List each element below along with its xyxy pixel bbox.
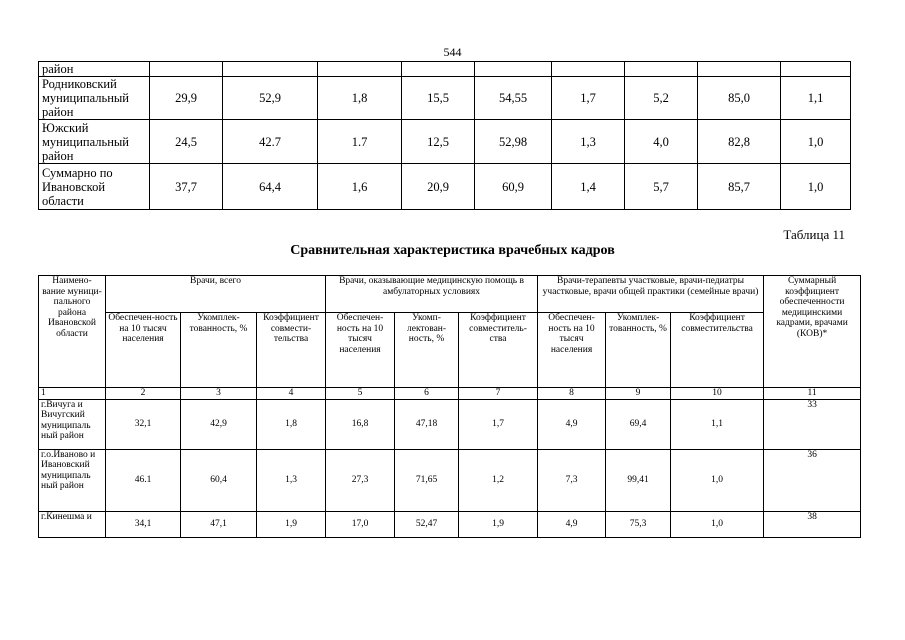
- table-row: [39, 164, 851, 210]
- cell: 54,55: [475, 77, 552, 120]
- table-continuation: [38, 61, 851, 210]
- cell: 1,9: [257, 511, 326, 537]
- header-row: [39, 276, 861, 313]
- cell: 1,0: [671, 511, 764, 537]
- cell: 52,47: [395, 511, 459, 537]
- cell: 1,9: [459, 511, 538, 537]
- cell: 1,4: [552, 164, 625, 210]
- cell: 4,0: [625, 120, 698, 164]
- cell: 4,9: [538, 511, 606, 537]
- region-name: Родниковский муниципальный район: [39, 77, 150, 120]
- col-number: 7: [459, 388, 538, 400]
- cell: 1.7: [318, 120, 402, 164]
- cell: 1,8: [257, 399, 326, 449]
- table-row: [39, 120, 851, 164]
- header-sub: Укомп-лектован-ность, %: [395, 313, 459, 388]
- table-row: [39, 77, 851, 120]
- col-number: 2: [106, 388, 181, 400]
- header-sub: Коэффициент совместитель-ства: [459, 313, 538, 388]
- header-row: [39, 313, 861, 388]
- header-kov: Суммарный коэффициент обеспеченности медицинскими кадрами, врачами (КОВ)*: [764, 276, 861, 388]
- cell: 47,18: [395, 399, 459, 449]
- cell: 29,9: [150, 77, 223, 120]
- cell: 15,5: [402, 77, 475, 120]
- table-row: [39, 62, 851, 77]
- header-sub: Укомплек-тованность, %: [606, 313, 671, 388]
- cell: 1,7: [552, 77, 625, 120]
- region-name: г.Вичуга и Вичугский муниципаль ный район: [39, 399, 106, 449]
- region-name: г.о.Иваново и Ивановский муниципаль ный район: [39, 449, 106, 511]
- cell: 37,7: [150, 164, 223, 210]
- cell: 85,7: [698, 164, 781, 210]
- header-sub: Обеспечен-ность на 10 тысяч населения: [538, 313, 606, 388]
- header-region: Наимено-вание муници-пального района Ивановской области: [39, 276, 106, 388]
- kov-value: 38: [764, 511, 861, 537]
- cell: 1,2: [459, 449, 538, 511]
- cell: 46.1: [106, 449, 181, 511]
- cell: 60,9: [475, 164, 552, 210]
- header-sub: Обеспечен-ность на 10 тысяч населения: [106, 313, 181, 388]
- cell: 64,4: [223, 164, 318, 210]
- cell: 52,98: [475, 120, 552, 164]
- cell: 17,0: [326, 511, 395, 537]
- region-name: г.Кинешма и: [39, 511, 106, 537]
- cell: 24,5: [150, 120, 223, 164]
- header-group-district: Врачи-терапевты участковые, врачи-педиатры участковые, врачи общей практики (семейные врачи): [538, 276, 764, 313]
- kov-value: 33: [764, 399, 861, 449]
- cell: 1,3: [552, 120, 625, 164]
- cell: 5,7: [625, 164, 698, 210]
- kov-value: 36: [764, 449, 861, 511]
- cell: 99,41: [606, 449, 671, 511]
- cell: 1,7: [459, 399, 538, 449]
- cell: 1,3: [257, 449, 326, 511]
- col-number: 8: [538, 388, 606, 400]
- cell: 42,9: [181, 399, 257, 449]
- cell: 82,8: [698, 120, 781, 164]
- cell: 52,9: [223, 77, 318, 120]
- table-row: [39, 449, 861, 511]
- table-title: Сравнительная характеристика врачебных кадров: [290, 243, 615, 258]
- cell: 75,3: [606, 511, 671, 537]
- column-numbers-row: [39, 388, 861, 400]
- cell: 1,8: [318, 77, 402, 120]
- cell: 1,1: [781, 77, 851, 120]
- header-group-outpatient: Врачи, оказывающие медицинскую помощь в амбулаторных условиях: [326, 276, 538, 313]
- col-number: 9: [606, 388, 671, 400]
- cell: 34,1: [106, 511, 181, 537]
- table-number: Таблица 11: [783, 227, 845, 242]
- col-number: 11: [764, 388, 861, 400]
- header-group-all-doctors: Врачи, всего: [106, 276, 326, 313]
- cell: 1,0: [671, 449, 764, 511]
- cell: 47,1: [181, 511, 257, 537]
- header-sub: Обеспечен-ность на 10 тысяч населения: [326, 313, 395, 388]
- region-name: Южский муниципальный район: [39, 120, 150, 164]
- header-sub: Коэффициент совмести-тельства: [257, 313, 326, 388]
- cell: 5,2: [625, 77, 698, 120]
- col-number: 5: [326, 388, 395, 400]
- cell: 69,4: [606, 399, 671, 449]
- cell: 32,1: [106, 399, 181, 449]
- table-physician-staffing: [38, 275, 861, 538]
- cell: 16,8: [326, 399, 395, 449]
- col-number: 6: [395, 388, 459, 400]
- cell: 1,0: [781, 164, 851, 210]
- header-sub: Коэффициент совместительства: [671, 313, 764, 388]
- cell: 27,3: [326, 449, 395, 511]
- cell: 1,0: [781, 120, 851, 164]
- region-name: Суммарно по Ивановской области: [39, 164, 150, 210]
- cell: 20,9: [402, 164, 475, 210]
- cell: 42.7: [223, 120, 318, 164]
- region-name: район: [39, 62, 150, 77]
- cell: 4,9: [538, 399, 606, 449]
- cell: 60,4: [181, 449, 257, 511]
- cell: 71,65: [395, 449, 459, 511]
- col-number: 4: [257, 388, 326, 400]
- cell: 1,6: [318, 164, 402, 210]
- cell: 1,1: [671, 399, 764, 449]
- page-number: 544: [443, 45, 462, 59]
- col-number: 3: [181, 388, 257, 400]
- cell: 12,5: [402, 120, 475, 164]
- table-row: [39, 399, 861, 449]
- col-number: 10: [671, 388, 764, 400]
- cell: 7,3: [538, 449, 606, 511]
- col-number: 1: [39, 388, 106, 400]
- table-row: [39, 511, 861, 537]
- header-sub: Укомплек-тованность, %: [181, 313, 257, 388]
- cell: 85,0: [698, 77, 781, 120]
